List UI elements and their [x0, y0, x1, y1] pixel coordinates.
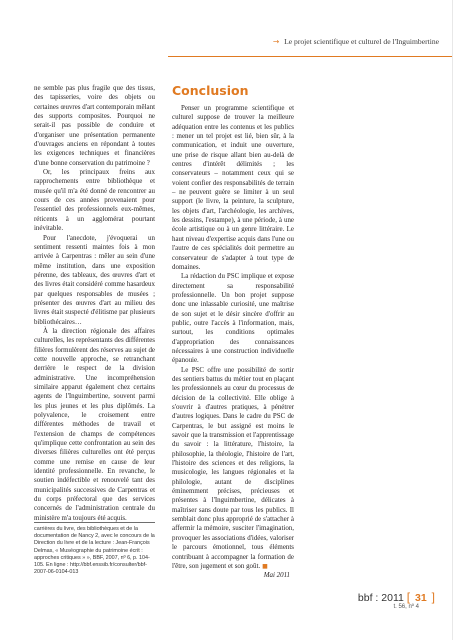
bracket-close: ] [431, 590, 435, 604]
arrow-icon: → [272, 37, 280, 46]
journal-name: bbf : 2011 [357, 592, 404, 604]
body-paragraph [172, 366, 294, 572]
footnote [34, 526, 155, 576]
running-head [273, 37, 439, 51]
body-paragraph-text: Le PSC offre une possibilité de sortir des sentiers battus du métier tout en plaçant les professionnels au cœur du processus de décision de la collectivité. Elle oblige à s'ouvrir à d'autres pratiques, à pénétrer d'autres logiques. Dans le cadre du PSC de Carpentras, le but assigné est moins le savoir que la transmission et l'apprentissage du savoir : la littérature, l'histoire, la philosophie, la théologie, l'histoire de l'art, l'histoire des sciences et des religions, la musicologie, les langues régionales et la philologie, autant de disciplines éminemment précises, précieuses et présentes à l'Inguimbertine, délicates à maîtriser sans doute par tous les publics. Il semblait donc plus approprié de s'attacher à affermir la mémoire, susciter l'imagination, provoquer les associations d'idées, valoriser le parcours émotionnel, tous éléments contribuant à accompagner la formation de l'être, son jugement et son goût. [172, 365, 294, 570]
section-title: Conclusion [172, 83, 249, 98]
body-paragraph: La rédaction du PSC implique et expose directement sa responsabilité professionnelle. Un bon projet suppose donc une inlassable curiosité, une maîtrise de son sujet et le désir sincère d'offrir au public, outre l'accès à l'information, mais, surtout, les conditions optimales d'appropriation des connaissances nécessaires à une construction individuelle épanouie. [172, 272, 294, 365]
bracket-open: [ [406, 590, 411, 604]
issue-info: t. 56, nº 4 [393, 604, 419, 610]
body-paragraph: Penser un programme scientifique et culturel suppose de trouver la meilleure adéquation entre les contenus et les publics : mener un tel projet est lié, bien sûr, à la communication, et induit une ouverture, une prise de risque allant bien au-delà de centres d'intérêt délimités ; les conservateurs – notamment ceux qui se voient confier des responsabilités de terrain – ne peuvent guère se limiter à un seul support (le livre, la peinture, la sculpture, les objets d'art, l'archéologie, les archives, les dessins, l'estampe), à une période, à une école artistique ou à un genre littéraire. Le haut niveau d'expertise acquis dans l'une ou l'autre de ces spécialités doit permettre au conservateur de s'adapter à tout type de domaines. [172, 104, 294, 271]
body-paragraph: Or, les principaux freins aux rapprochements entre bibliothèque et musée qu'il m'a été donné de rencontrer au cours de ces années provenaient pour l'essentiel des professionnels eux-mêmes, réticents à un agglomérat pourtant inévitable. [34, 168, 155, 233]
body-paragraph: Pour l'anecdote, j'évoquerai un sentiment ressenti maintes fois à mon arrivée à Carpentras : mêler au sein d'une même institution, dans une exposition pérenne, des tableaux, des œuvres d'art et des livres était considéré comme hasardeux par quelques responsables de musées ; présenter des œuvres d'art au milieu des livres était suspecté d'élitisme par plusieurs bibliothécaires… [34, 233, 155, 326]
footnote-text: carrières du livre, des bibliothèques et de la documentation de Nancy 2, avec le concours de la Direction du livre et de la lecture : Jean-François Delmas, « Muséographie du patrimoine écrit : approches critiques » », BBF, 2007, nº 6, p. 104-105. En ligne : http://bbf.enssib.fr/consulter/bbf-2007-06-0104-013 [34, 526, 155, 576]
right-column [172, 83, 294, 581]
end-mark-icon: ■ [262, 562, 268, 570]
running-title: Le projet scientifique et culturel de l'Inguimbertine [284, 37, 439, 46]
header-rule [168, 56, 453, 57]
left-column [34, 84, 155, 523]
body-paragraph: ne semble pas plus fragile que des tissus, des tapisseries, voire des objets ou certaines œuvres d'art contemporain mêlant des supports composites. Pourquoi ne serait-il pas possible de conduire et d'organiser une présentation permanente d'ouvrages anciens en répondant à toutes les exigences techniques et financières d'une bonne conservation du patrimoine ? [34, 84, 155, 167]
page-number: 31 [415, 592, 427, 604]
signoff-date: Mai 2011 [263, 571, 290, 580]
body-paragraph: À la direction régionale des affaires culturelles, les représentants des différentes filières formulèrent des réserves au sujet de cette nouvelle approche, se retranchant derrière le respect de la division administrative. Une incompréhension similaire apparut également chez certains agents de l'Inguimbertine, souvent parmi les plus jeunes et les plus diplômés. La polyvalence, le croisement entre différentes méthodes de travail et l'extension de champs de compétences qu'implique cette confrontation au sein des diverses filières culturelles ont été perçus comme une remise en cause de leur identité professionnelle. En revanche, le soutien indéfectible et renouvelé tant des municipalités successives de Carpentras et du corps préfectoral que des services concernés de l'administration centrale du ministère m'a toujours été acquis. [34, 326, 155, 522]
folio-line [358, 590, 435, 604]
folio [358, 590, 435, 610]
footnote-rule [34, 522, 155, 523]
